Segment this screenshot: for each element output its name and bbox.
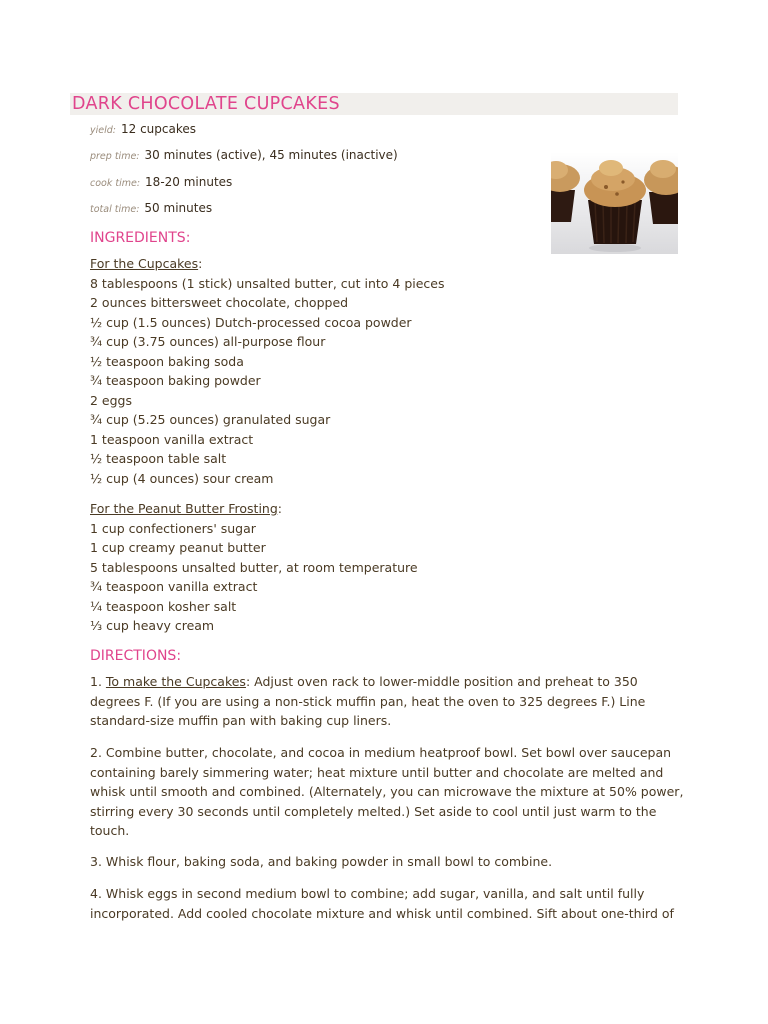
cupcakes-subheading-text: For the Cupcakes <box>90 256 199 271</box>
ingredient-item: ½ teaspoon table salt <box>90 451 227 466</box>
meta-total-time <box>90 201 212 217</box>
step-text: Whisk eggs in second medium bowl to combine; add sugar, vanilla, and salt until fully incorporated. Add cooled chocolate mixture and whisk until combined. Sift about one-third of <box>90 886 674 921</box>
meta-label: cook time: <box>90 178 141 189</box>
directions-heading: DIRECTIONS: <box>90 648 182 664</box>
meta-yield <box>90 122 196 138</box>
title-bar <box>70 93 678 115</box>
meta-prep-time <box>90 148 398 164</box>
ingredient-item: ⅓ cup heavy cream <box>90 618 215 633</box>
ingredient-item: ¾ teaspoon vanilla extract <box>90 579 258 594</box>
meta-value: 50 minutes <box>144 201 213 215</box>
frosting-subheading: For the Peanut Butter Frosting: <box>90 501 283 516</box>
meta-cook-time <box>90 175 232 191</box>
ingredient-item: ¾ cup (5.25 ounces) granulated sugar <box>90 412 331 427</box>
cupcakes-subheading: For the Cupcakes: <box>90 256 203 271</box>
recipe-title: DARK CHOCOLATE CUPCAKES <box>72 94 340 114</box>
direction-step-3 <box>90 852 686 872</box>
ingredient-item: ¾ teaspoon baking powder <box>90 373 261 388</box>
meta-label: total time: <box>90 204 140 215</box>
ingredient-item: 1 teaspoon vanilla extract <box>90 431 254 447</box>
meta-value: 12 cupcakes <box>120 122 196 136</box>
cupcakes-ingredient-list <box>90 254 690 488</box>
meta-value: 30 minutes (active), 45 minutes (inactive) <box>144 148 398 162</box>
ingredients-heading: INGREDIENTS: <box>90 230 191 246</box>
meta-label: yield: <box>90 125 116 136</box>
step-lead: To make the Cupcakes <box>105 674 246 689</box>
frosting-ingredient-list <box>90 499 690 636</box>
cupcake-photo-illustration <box>551 152 678 254</box>
direction-step-2 <box>90 743 686 841</box>
step-text: : Adjust oven rack to lower-middle position and preheat to 350 degrees F. (If you are using a non-stick muffin pan, heat the oven to 325 degrees F.) Line standard-size muffin pan with baking cup liners. <box>90 674 646 728</box>
direction-step-1 <box>90 672 686 731</box>
ingredient-item: 1 cup creamy peanut butter <box>90 540 266 555</box>
step-number: 4. <box>90 886 102 901</box>
meta-label: prep time: <box>90 151 140 162</box>
ingredient-item: 1 cup confectioners' sugar <box>90 520 256 536</box>
step-number: 1. <box>90 674 102 689</box>
ingredient-item: ¼ teaspoon kosher salt <box>90 598 237 614</box>
ingredient-item: 5 tablespoons unsalted butter, at room temperature <box>90 559 418 575</box>
step-text: Combine butter, chocolate, and cocoa in medium heatproof bowl. Set bowl over saucepan containing barely simmering water; heat mixture until butter and chocolate are melted and whisk until smooth and combined. (Alternately, you can microwave the mixture at 50% power, stirring every 30 seconds until completely melted.) Set aside to cool until just warm to the touch. <box>90 745 684 838</box>
ingredient-item: ½ teaspoon baking soda <box>90 353 244 369</box>
meta-value: 18-20 minutes <box>145 175 233 189</box>
step-number: 3. <box>90 854 102 869</box>
step-number: 2. <box>90 745 102 760</box>
ingredient-item: 2 ounces bittersweet chocolate, chopped <box>90 295 349 310</box>
ingredient-item: 2 eggs <box>90 392 132 408</box>
ingredient-item: ¾ cup (3.75 ounces) all-purpose flour <box>90 334 326 349</box>
direction-step-4 <box>90 884 686 923</box>
ingredient-item: 8 tablespoons (1 stick) unsalted butter, cut into 4 pieces <box>90 275 445 291</box>
ingredient-item: ½ cup (4 ounces) sour cream <box>90 470 274 486</box>
ingredient-item: ½ cup (1.5 ounces) Dutch-processed cocoa powder <box>90 314 412 330</box>
cupcake-photo <box>551 152 678 254</box>
frosting-subheading-text: For the Peanut Butter Frosting <box>90 501 278 516</box>
step-text: Whisk flour, baking soda, and baking powder in small bowl to combine. <box>105 854 553 869</box>
